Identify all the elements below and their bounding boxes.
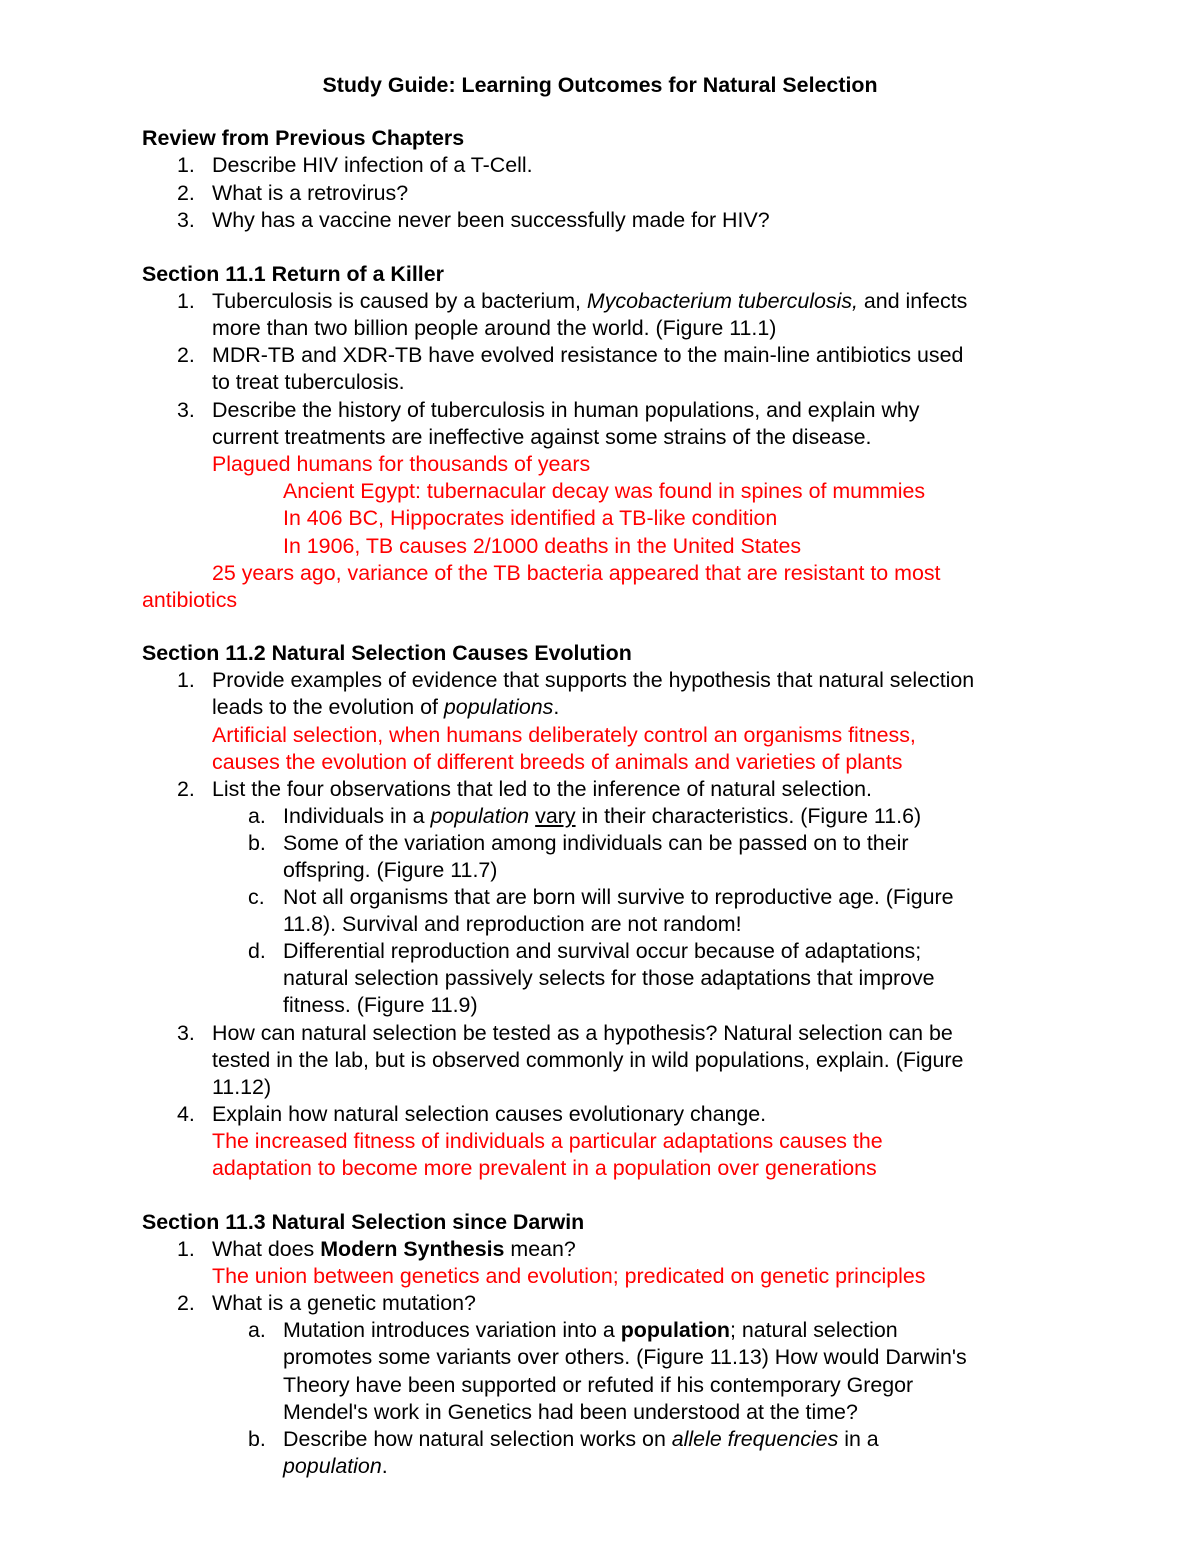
list-item: What is a genetic mutation? xyxy=(212,1291,476,1315)
sublist-letter: d. xyxy=(248,939,266,963)
list-item: Tuberculosis is caused by a bacterium, Mycobacterium tuberculosis, and infects xyxy=(212,289,968,313)
answer-text: antibiotics xyxy=(142,588,238,612)
list-number: 1. xyxy=(177,1237,195,1261)
answer-text: In 406 BC, Hippocrates identified a TB-like condition xyxy=(283,506,778,530)
section-11-1-heading: Section 11.1 Return of a Killer xyxy=(142,262,444,286)
list-item: Explain how natural selection causes evolutionary change. xyxy=(212,1102,767,1126)
sublist-item: Describe how natural selection works on allele frequencies in a xyxy=(283,1427,879,1451)
page-title: Study Guide: Learning Outcomes for Natural Selection xyxy=(322,73,878,97)
sublist-item: Not all organisms that are born will survive to reproductive age. (Figure xyxy=(283,885,954,909)
sublist-item-continuation: population. xyxy=(283,1454,388,1478)
answer-text: adaptation to become more prevalent in a population over generations xyxy=(212,1156,877,1180)
section-11-2-heading: Section 11.2 Natural Selection Causes Evolution xyxy=(142,641,632,665)
list-item-continuation: 11.12) xyxy=(212,1075,272,1099)
answer-text: causes the evolution of different breeds of animals and varieties of plants xyxy=(212,750,903,774)
answer-text: In 1906, TB causes 2/1000 deaths in the United States xyxy=(283,534,802,558)
list-number: 1. xyxy=(177,153,195,177)
answer-text: The union between genetics and evolution; predicated on genetic principles xyxy=(212,1264,926,1288)
review-heading: Review from Previous Chapters xyxy=(142,126,465,150)
sublist-item-continuation: fitness. (Figure 11.9) xyxy=(283,993,478,1017)
list-item-continuation: leads to the evolution of populations. xyxy=(212,695,560,719)
answer-text: Plagued humans for thousands of years xyxy=(212,452,591,476)
list-number: 2. xyxy=(177,181,195,205)
list-number: 3. xyxy=(177,208,195,232)
sublist-item: Individuals in a population vary in their characteristics. (Figure 11.6) xyxy=(283,804,922,828)
sublist-item: Mutation introduces variation into a population; natural selection xyxy=(283,1318,898,1342)
sublist-item-continuation: 11.8). Survival and reproduction are not random! xyxy=(283,912,742,936)
list-item: What does Modern Synthesis mean? xyxy=(212,1237,576,1261)
list-item: Why has a vaccine never been successfully made for HIV? xyxy=(212,208,770,232)
sublist-letter: b. xyxy=(248,1427,266,1451)
list-item: How can natural selection be tested as a hypothesis? Natural selection can be xyxy=(212,1021,953,1045)
answer-text: Ancient Egypt: tubernacular decay was found in spines of mummies xyxy=(283,479,926,503)
sublist-item-continuation: Theory have been supported or refuted if his contemporary Gregor xyxy=(283,1373,914,1397)
list-number: 2. xyxy=(177,777,195,801)
list-item: Provide examples of evidence that supports the hypothesis that natural selection xyxy=(212,668,975,692)
list-number: 1. xyxy=(177,289,195,313)
sublist-item: Some of the variation among individuals can be passed on to their xyxy=(283,831,909,855)
list-number: 4. xyxy=(177,1102,195,1126)
list-number: 2. xyxy=(177,343,195,367)
section-11-3-heading: Section 11.3 Natural Selection since Darwin xyxy=(142,1210,585,1234)
list-number: 3. xyxy=(177,398,195,422)
answer-text: The increased fitness of individuals a particular adaptations causes the xyxy=(212,1129,883,1153)
list-item: Describe HIV infection of a T-Cell. xyxy=(212,153,533,177)
list-item: List the four observations that led to the inference of natural selection. xyxy=(212,777,872,801)
list-item: Describe the history of tuberculosis in human populations, and explain why xyxy=(212,398,920,422)
list-item: MDR-TB and XDR-TB have evolved resistance to the main-line antibiotics used xyxy=(212,343,964,367)
sublist-letter: b. xyxy=(248,831,266,855)
list-number: 1. xyxy=(177,668,195,692)
list-number: 3. xyxy=(177,1021,195,1045)
sublist-item-continuation: Mendel's work in Genetics had been understood at the time? xyxy=(283,1400,858,1424)
answer-text: 25 years ago, variance of the TB bacteria appeared that are resistant to most xyxy=(212,561,941,585)
list-item-continuation: more than two billion people around the world. (Figure 11.1) xyxy=(212,316,777,340)
sublist-item-continuation: natural selection passively selects for those adaptations that improve xyxy=(283,966,935,990)
list-item: What is a retrovirus? xyxy=(212,181,409,205)
list-item-continuation: tested in the lab, but is observed commonly in wild populations, explain. (Figure xyxy=(212,1048,964,1072)
sublist-item-continuation: offspring. (Figure 11.7) xyxy=(283,858,498,882)
sublist-letter: a. xyxy=(248,804,266,828)
sublist-item-continuation: promotes some variants over others. (Figure 11.13) How would Darwin's xyxy=(283,1345,967,1369)
list-number: 2. xyxy=(177,1291,195,1315)
list-item-continuation: current treatments are ineffective against some strains of the disease. xyxy=(212,425,872,449)
sublist-letter: c. xyxy=(248,885,265,909)
sublist-letter: a. xyxy=(248,1318,266,1342)
answer-text: Artificial selection, when humans deliberately control an organisms fitness, xyxy=(212,723,916,747)
sublist-item: Differential reproduction and survival occur because of adaptations; xyxy=(283,939,922,963)
list-item-continuation: to treat tuberculosis. xyxy=(212,370,405,394)
